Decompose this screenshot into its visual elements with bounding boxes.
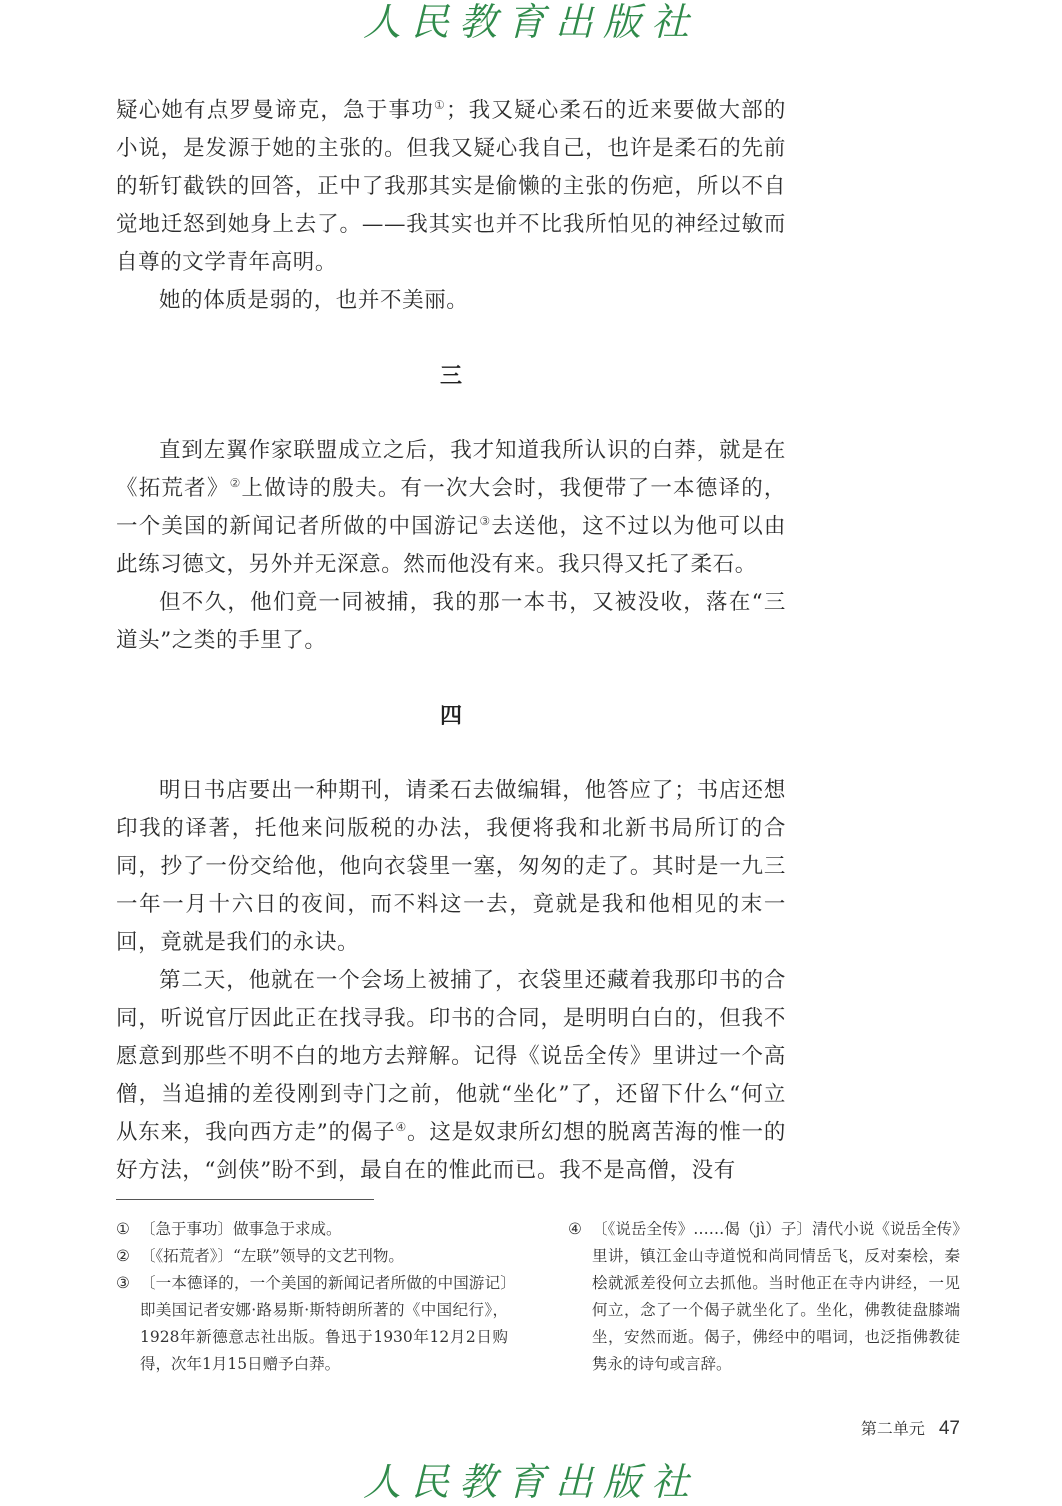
footnote-ref-4[interactable]: ④: [395, 1119, 408, 1134]
section-heading-three: 三: [439, 363, 462, 389]
footnote-ref-2[interactable]: ②: [229, 475, 242, 490]
footnote-1: ① 〔急于事功〕做事急于求成。: [116, 1220, 342, 1238]
footnote-ref-1[interactable]: ①: [433, 97, 446, 112]
footnote-3: ③ 〔一本德译的，一个美国的新闻记者所做的中国游记〕即美国记者安娜·路易斯·斯特朗所著的《中国纪行》，1928年新德意志社出版。鲁迅于1930年12月2日购得，次年1月15日赠予白莽。: [116, 1274, 508, 1373]
paragraph: 她的体质是弱的，也并不美丽。: [159, 288, 469, 313]
paragraph: 但不久，他们竟一同被捕，我的那一本书，又被没收，落在“三道头”之类的手里了。: [116, 590, 786, 653]
publisher-watermark-bottom: 人民教育出版社: [362, 1460, 699, 1504]
page-footer: [861, 1416, 960, 1440]
footnote-ref-3[interactable]: ③: [479, 513, 492, 528]
footnotes-left-column: [116, 1216, 508, 1378]
section-heading-four: 四: [439, 703, 462, 729]
paragraph: 疑心她有点罗曼谛克，急于事功①；我又疑心柔石的近来要做大部的小说，是发源于她的主张的。但我又疑心我自己，也许是柔石的先前的斩钉截铁的回答，正中了我那其实是偷懒的主张的伤疤，所以不自觉地迁怒到她身上去了。——我其实也并不比我所怕见的神经过敏而自尊的文学青年高明。: [116, 97, 787, 275]
footnotes-right-column: [568, 1216, 960, 1378]
page-number: 47: [938, 1418, 960, 1439]
unit-label: 第二单元: [860, 1421, 925, 1438]
paragraph: 明日书店要出一种期刊，请柔石去做编辑，他答应了；书店还想印我的译著，托他来问版税的办法，我便将我和北新书局所订的合同，抄了一份交给他，他向衣袋里一塞，匆匆的走了。其时是一九三一年一月十六日的夜间，而不料这一去，竟就是我和他相见的末一回，竟就是我们的永诀。: [116, 778, 786, 955]
footnote-divider: [116, 1199, 374, 1200]
footnote-4: ④ 〔《说岳全传》……偈（jì）子〕清代小说《说岳全传》里讲，镇江金山寺道悦和尚同情岳飞，反对秦桧，秦桧就派差役何立去抓他。当时他正在寺内讲经，一见何立，念了一个偈子就坐化了。坐化，佛教徒盘膝端坐，安然而逝。偈子，佛经中的唱词，也泛指佛教徒隽永的诗句或言辞。: [568, 1220, 960, 1373]
publisher-watermark-top: 人民教育出版社: [362, 0, 699, 44]
paragraph: 直到左翼作家联盟成立之后，我才知道我所认识的白莽，就是在《拓荒者》②上做诗的殷夫。有一次大会时，我便带了一本德译的，一个美国的新闻记者所做的中国游记③去送他，这不过以为他可以由此练习德文，另外并无深意。然而他没有来。我只得又托了柔石。: [116, 438, 787, 577]
main-text: [116, 92, 786, 1190]
footnote-2: ② 〔《拓荒者》〕“左联”领导的文艺刊物。: [116, 1247, 404, 1265]
paragraph: 第二天，他就在一个会场上被捕了，衣袋里还藏着我那印书的合同，听说官厅因此正在找寻我。印书的合同，是明明白白的，但我不愿意到那些不明不白的地方去辩解。记得《说岳全传》里讲过一个高僧，当追捕的差役刚到寺门之前，他就“坐化”了，还留下什么“何立从东来，我向西方走”的偈子④。这是奴隶所幻想的脱离苦海的惟一的好方法，“剑侠”盼不到，最自在的惟此而已。我不是高僧，没有: [116, 968, 787, 1183]
